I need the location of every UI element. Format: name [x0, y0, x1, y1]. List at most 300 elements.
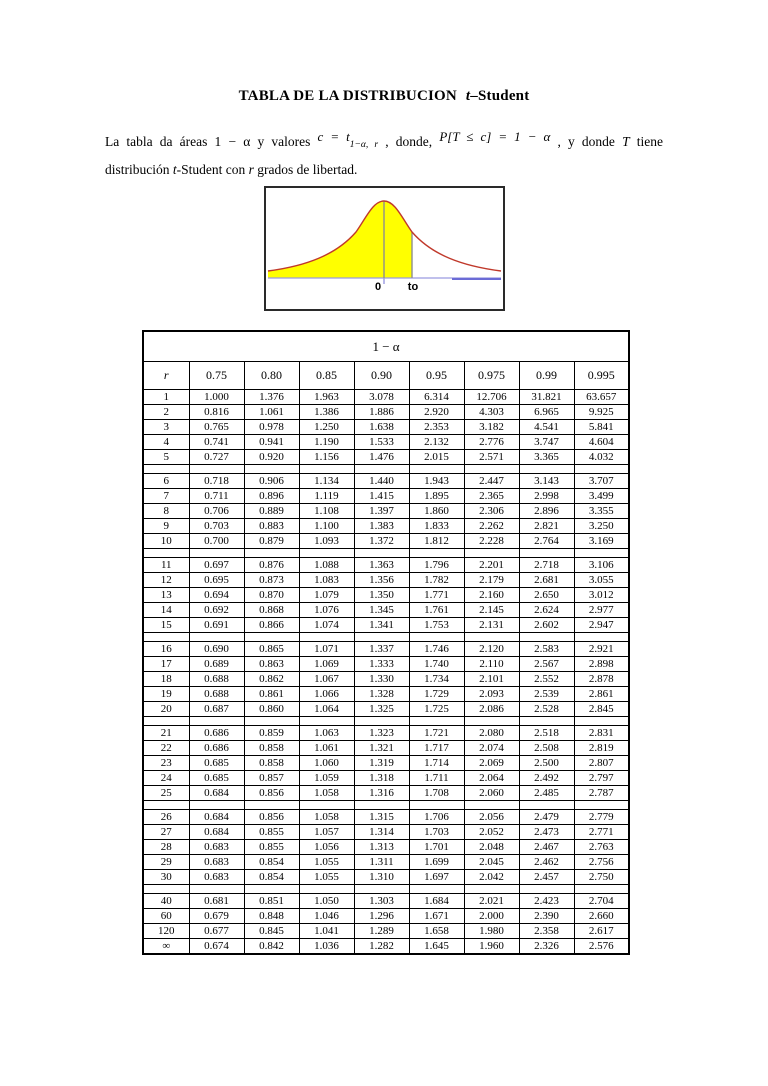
- col-header: 0.995: [574, 362, 629, 390]
- table-cell: 1.050: [299, 894, 354, 909]
- table-cell: 0.685: [189, 756, 244, 771]
- table-cell: 1.250: [299, 420, 354, 435]
- table-spacer-cell: [189, 633, 244, 642]
- table-cell: 1.638: [354, 420, 409, 435]
- table-cell: 1.963: [299, 390, 354, 405]
- table-spacer-row: [143, 465, 629, 474]
- table-cell: 0.879: [244, 534, 299, 549]
- table-cell: 26: [143, 810, 189, 825]
- table-row: [143, 687, 629, 702]
- table-cell: 1.753: [409, 618, 464, 633]
- table-cell: 2.776: [464, 435, 519, 450]
- table-cell: 1.058: [299, 786, 354, 801]
- table-spacer-cell: [244, 549, 299, 558]
- table-cell: 1.833: [409, 519, 464, 534]
- table-cell: 1.337: [354, 642, 409, 657]
- table-cell: 8: [143, 504, 189, 519]
- table-spacer-cell: [244, 801, 299, 810]
- table-cell: 0.691: [189, 618, 244, 633]
- table-cell: 3.365: [519, 450, 574, 465]
- table-cell: 11: [143, 558, 189, 573]
- table-cell: 1.060: [299, 756, 354, 771]
- table-cell: 2.602: [519, 618, 574, 633]
- table-cell: 12.706: [464, 390, 519, 405]
- table-cell: 1.119: [299, 489, 354, 504]
- table-spacer-cell: [464, 633, 519, 642]
- table-row: [143, 390, 629, 405]
- table-spacer-cell: [574, 465, 629, 474]
- table-cell: 1.397: [354, 504, 409, 519]
- table-cell: 1.318: [354, 771, 409, 786]
- table-cell: 1.069: [299, 657, 354, 672]
- table-cell: 6.314: [409, 390, 464, 405]
- table-cell: 22: [143, 741, 189, 756]
- table-cell: 2.571: [464, 450, 519, 465]
- table-cell: 1.303: [354, 894, 409, 909]
- table-cell: 2.056: [464, 810, 519, 825]
- table-cell: 2.473: [519, 825, 574, 840]
- table-spacer-cell: [409, 633, 464, 642]
- table-cell: 0.866: [244, 618, 299, 633]
- table-cell: 0.718: [189, 474, 244, 489]
- table-cell: 1.088: [299, 558, 354, 573]
- table-cell: 1.156: [299, 450, 354, 465]
- table-cell: 2.467: [519, 840, 574, 855]
- table-cell: 2.086: [464, 702, 519, 717]
- table-spacer-cell: [244, 633, 299, 642]
- table-cell: 1.350: [354, 588, 409, 603]
- table-cell: 120: [143, 924, 189, 939]
- table-cell: 1.093: [299, 534, 354, 549]
- table-cell: 1: [143, 390, 189, 405]
- table-cell: 2.069: [464, 756, 519, 771]
- table-cell: 0.883: [244, 519, 299, 534]
- table-cell: 0.686: [189, 741, 244, 756]
- table-cell: 1.740: [409, 657, 464, 672]
- table-spacer-cell: [299, 885, 354, 894]
- table-spacer-cell: [354, 717, 409, 726]
- table-cell: 1.363: [354, 558, 409, 573]
- table-cell: 1.059: [299, 771, 354, 786]
- table-cell: 0.703: [189, 519, 244, 534]
- table-cell: 0.978: [244, 420, 299, 435]
- t-distribution-plot: [266, 188, 503, 309]
- table-row: [143, 924, 629, 939]
- table-row: [143, 894, 629, 909]
- table-cell: 1.063: [299, 726, 354, 741]
- table-cell: 0.854: [244, 855, 299, 870]
- table-cell: 2.624: [519, 603, 574, 618]
- table-cell: 1.372: [354, 534, 409, 549]
- table-cell: 9: [143, 519, 189, 534]
- table-spacer-cell: [464, 549, 519, 558]
- table-cell: 1.729: [409, 687, 464, 702]
- table-row: [143, 474, 629, 489]
- table-cell: 2.819: [574, 741, 629, 756]
- table-cell: 1.325: [354, 702, 409, 717]
- table-spacer-cell: [409, 885, 464, 894]
- alpha-header-cell: 1 − α: [143, 331, 629, 362]
- table-cell: 0.679: [189, 909, 244, 924]
- table-cell: 0.684: [189, 786, 244, 801]
- table-spacer-cell: [519, 465, 574, 474]
- formula-probability: P[T ≤ c] = 1 − α: [439, 129, 551, 144]
- intro-var-r: r: [248, 161, 254, 177]
- table-cell: 0.765: [189, 420, 244, 435]
- table-cell: 1.415: [354, 489, 409, 504]
- table-cell: 2.447: [464, 474, 519, 489]
- table-cell: 1.671: [409, 909, 464, 924]
- table-cell: 0.856: [244, 810, 299, 825]
- table-cell: 1.333: [354, 657, 409, 672]
- table-cell: 1.074: [299, 618, 354, 633]
- table-spacer-cell: [574, 633, 629, 642]
- col-header: 0.99: [519, 362, 574, 390]
- table-cell: 1.721: [409, 726, 464, 741]
- table-spacer-cell: [299, 717, 354, 726]
- table-cell: 1.701: [409, 840, 464, 855]
- table-row: [143, 702, 629, 717]
- table-row: [143, 825, 629, 840]
- table-cell: 0.868: [244, 603, 299, 618]
- title-t-variable: t: [465, 88, 471, 104]
- table-cell: 2.650: [519, 588, 574, 603]
- table-cell: 28: [143, 840, 189, 855]
- table-cell: 1.376: [244, 390, 299, 405]
- table-cell: 5.841: [574, 420, 629, 435]
- table-cell: 2.110: [464, 657, 519, 672]
- table-cell: 1.313: [354, 840, 409, 855]
- table-spacer-cell: [574, 885, 629, 894]
- table-cell: 1.943: [409, 474, 464, 489]
- t-student-table: [142, 330, 630, 955]
- table-spacer-cell: [519, 633, 574, 642]
- table-spacer-cell: [189, 465, 244, 474]
- table-cell: 63.657: [574, 390, 629, 405]
- table-cell: 0.851: [244, 894, 299, 909]
- table-cell: 0.861: [244, 687, 299, 702]
- table-cell: 3.055: [574, 573, 629, 588]
- table-cell: 2.042: [464, 870, 519, 885]
- table-cell: 0.859: [244, 726, 299, 741]
- table-cell: 3.143: [519, 474, 574, 489]
- table-cell: 2.508: [519, 741, 574, 756]
- table-cell: 3.747: [519, 435, 574, 450]
- intro-line-2: [105, 159, 663, 181]
- table-cell: 0.706: [189, 504, 244, 519]
- table-cell: 2.306: [464, 504, 519, 519]
- table-cell: 1.746: [409, 642, 464, 657]
- table-cell: 7: [143, 489, 189, 504]
- table-spacer-row: [143, 549, 629, 558]
- table-cell: 2.390: [519, 909, 574, 924]
- table-cell: 2.750: [574, 870, 629, 885]
- table-cell: 0.816: [189, 405, 244, 420]
- table-cell: 2.518: [519, 726, 574, 741]
- table-cell: 1.321: [354, 741, 409, 756]
- intro-line-1: [105, 131, 663, 159]
- table-row: [143, 588, 629, 603]
- table-cell: 12: [143, 573, 189, 588]
- table-cell: 0.684: [189, 810, 244, 825]
- table-cell: 2.045: [464, 855, 519, 870]
- table-cell: 0.697: [189, 558, 244, 573]
- table-row: [143, 489, 629, 504]
- table-cell: 4.032: [574, 450, 629, 465]
- table-cell: 2.704: [574, 894, 629, 909]
- table-cell: 0.855: [244, 840, 299, 855]
- table-cell: 2.179: [464, 573, 519, 588]
- table-cell: 0.687: [189, 702, 244, 717]
- table-spacer-cell: [143, 633, 189, 642]
- table-row: [143, 558, 629, 573]
- table-spacer-cell: [299, 465, 354, 474]
- intro-text-7: grados de libertad.: [253, 161, 358, 177]
- table-cell: 0.845: [244, 924, 299, 939]
- col-header-r: r: [143, 362, 189, 390]
- table-spacer-cell: [189, 801, 244, 810]
- table-cell: 1.708: [409, 786, 464, 801]
- table-cell: 1.076: [299, 603, 354, 618]
- table-row: [143, 840, 629, 855]
- formula-c-main: c = t: [317, 129, 350, 144]
- table-cell: 0.842: [244, 939, 299, 955]
- table-cell: 1.311: [354, 855, 409, 870]
- table-cell: 2.080: [464, 726, 519, 741]
- table-spacer-cell: [189, 549, 244, 558]
- intro-var-T: T: [622, 134, 630, 149]
- table-cell: 2.353: [409, 420, 464, 435]
- table-spacer-row: [143, 801, 629, 810]
- table-cell: 0.695: [189, 573, 244, 588]
- table-cell: 1.714: [409, 756, 464, 771]
- table-cell: 1.782: [409, 573, 464, 588]
- table-cell: 1.061: [299, 741, 354, 756]
- table-spacer-cell: [464, 717, 519, 726]
- table-cell: 2.771: [574, 825, 629, 840]
- table-row: [143, 771, 629, 786]
- table-cell: 2.160: [464, 588, 519, 603]
- table-cell: 0.860: [244, 702, 299, 717]
- table-spacer-cell: [299, 549, 354, 558]
- table-row: [143, 939, 629, 955]
- table-cell: 1.658: [409, 924, 464, 939]
- table-cell: 1.057: [299, 825, 354, 840]
- table-cell: 0.688: [189, 687, 244, 702]
- table-row: [143, 726, 629, 741]
- to-label: to: [407, 281, 419, 293]
- table-cell: 0.920: [244, 450, 299, 465]
- intro-text-6: -Student con: [176, 161, 249, 177]
- intro-text-5: distribución: [105, 161, 173, 177]
- table-spacer-row: [143, 633, 629, 642]
- table-spacer-cell: [519, 549, 574, 558]
- table-row: [143, 603, 629, 618]
- table-row: [143, 519, 629, 534]
- table-cell: 2.365: [464, 489, 519, 504]
- table-cell: 1.684: [409, 894, 464, 909]
- table-cell: 2.093: [464, 687, 519, 702]
- intro-text-4: tiene: [629, 134, 663, 149]
- table-cell: 2.048: [464, 840, 519, 855]
- table-cell: 1.296: [354, 909, 409, 924]
- intro-text-3: , y donde: [550, 134, 623, 149]
- table-cell: 5: [143, 450, 189, 465]
- table-cell: 18: [143, 672, 189, 687]
- table-spacer-row: [143, 885, 629, 894]
- table-cell: 2.060: [464, 786, 519, 801]
- table-cell: 2.074: [464, 741, 519, 756]
- table-cell: 25: [143, 786, 189, 801]
- table-cell: 3.012: [574, 588, 629, 603]
- table-row: [143, 405, 629, 420]
- table-cell: 2.131: [464, 618, 519, 633]
- table-cell: 0.906: [244, 474, 299, 489]
- table-cell: 1.036: [299, 939, 354, 955]
- table-spacer-row: [143, 717, 629, 726]
- table-row: [143, 618, 629, 633]
- table-cell: 3.250: [574, 519, 629, 534]
- intro-text-1: La tabla da áreas 1 − α y valores: [105, 134, 311, 149]
- intro-var-t: t: [172, 161, 177, 177]
- table-cell: 2.552: [519, 672, 574, 687]
- table-cell: 2.896: [519, 504, 574, 519]
- table-cell: 3.355: [574, 504, 629, 519]
- table-cell: 0.692: [189, 603, 244, 618]
- col-header: 0.80: [244, 362, 299, 390]
- table-cell: 1.055: [299, 870, 354, 885]
- table-spacer-cell: [189, 885, 244, 894]
- table-cell: 0.858: [244, 756, 299, 771]
- table-cell: 2.797: [574, 771, 629, 786]
- table-cell: 2.132: [409, 435, 464, 450]
- table-row: [143, 870, 629, 885]
- title-rest: –Student: [470, 88, 530, 104]
- table-col-header-row: [143, 362, 629, 390]
- table-cell: 2.920: [409, 405, 464, 420]
- table-cell: 1.190: [299, 435, 354, 450]
- col-header: 0.85: [299, 362, 354, 390]
- page-title: [0, 88, 768, 105]
- table-cell: 0.858: [244, 741, 299, 756]
- table-cell: 4.303: [464, 405, 519, 420]
- table-cell: 2.617: [574, 924, 629, 939]
- table-spacer-cell: [354, 801, 409, 810]
- table-cell: 0.848: [244, 909, 299, 924]
- table-cell: 2.787: [574, 786, 629, 801]
- table-spacer-cell: [409, 801, 464, 810]
- table-cell: 1.383: [354, 519, 409, 534]
- table-cell: 2.528: [519, 702, 574, 717]
- table-row: [143, 450, 629, 465]
- table-cell: 0.685: [189, 771, 244, 786]
- table-cell: 0.873: [244, 573, 299, 588]
- table-row: [143, 642, 629, 657]
- table-spacer-cell: [519, 717, 574, 726]
- col-header: 0.75: [189, 362, 244, 390]
- col-header: 0.975: [464, 362, 519, 390]
- table-cell: 1.812: [409, 534, 464, 549]
- table-cell: 3.169: [574, 534, 629, 549]
- table-spacer-cell: [244, 717, 299, 726]
- intro-paragraph: [105, 131, 663, 181]
- table-cell: 20: [143, 702, 189, 717]
- table-cell: 1.066: [299, 687, 354, 702]
- table-cell: 1.282: [354, 939, 409, 955]
- table-cell: 2.479: [519, 810, 574, 825]
- table-row: [143, 786, 629, 801]
- table-cell: 2.145: [464, 603, 519, 618]
- table-spacer-cell: [574, 801, 629, 810]
- table-cell: 1.980: [464, 924, 519, 939]
- table-cell: 2.423: [519, 894, 574, 909]
- table-row: [143, 909, 629, 924]
- table-cell: 1.717: [409, 741, 464, 756]
- table-cell: 1.725: [409, 702, 464, 717]
- table-cell: 3.078: [354, 390, 409, 405]
- table-cell: 31.821: [519, 390, 574, 405]
- table-row: [143, 534, 629, 549]
- table-cell: 2.262: [464, 519, 519, 534]
- table-cell: 0.683: [189, 870, 244, 885]
- table-cell: 1.386: [299, 405, 354, 420]
- table-cell: 2.947: [574, 618, 629, 633]
- table-cell: 1.134: [299, 474, 354, 489]
- table-cell: 1.289: [354, 924, 409, 939]
- table-cell: 2.807: [574, 756, 629, 771]
- table-cell: 0.857: [244, 771, 299, 786]
- table-cell: 0.863: [244, 657, 299, 672]
- table-cell: 16: [143, 642, 189, 657]
- table-cell: 2.921: [574, 642, 629, 657]
- table-cell: 17: [143, 657, 189, 672]
- table-cell: 0.700: [189, 534, 244, 549]
- table-cell: 1.734: [409, 672, 464, 687]
- table-cell: 1.330: [354, 672, 409, 687]
- table-cell: 3.707: [574, 474, 629, 489]
- col-header: 0.90: [354, 362, 409, 390]
- table-cell: 1.108: [299, 504, 354, 519]
- table-cell: 2.583: [519, 642, 574, 657]
- table-cell: 27: [143, 825, 189, 840]
- table-spacer-cell: [354, 885, 409, 894]
- table-cell: 2.756: [574, 855, 629, 870]
- table-cell: 3.499: [574, 489, 629, 504]
- table-cell: 4: [143, 435, 189, 450]
- intro-text-2: , donde,: [378, 134, 440, 149]
- table-row: [143, 420, 629, 435]
- table-cell: 1.476: [354, 450, 409, 465]
- table-cell: 0.684: [189, 825, 244, 840]
- table-cell: 1.328: [354, 687, 409, 702]
- table-cell: 0.694: [189, 588, 244, 603]
- table-cell: 21: [143, 726, 189, 741]
- table-cell: 40: [143, 894, 189, 909]
- table-cell: 10: [143, 534, 189, 549]
- table-cell: 1.699: [409, 855, 464, 870]
- table-spacer-cell: [409, 717, 464, 726]
- table-spacer-cell: [464, 801, 519, 810]
- table-cell: 2.500: [519, 756, 574, 771]
- table-cell: 15: [143, 618, 189, 633]
- table-cell: 0.862: [244, 672, 299, 687]
- table-row: [143, 741, 629, 756]
- table-cell: 2.015: [409, 450, 464, 465]
- table-cell: 30: [143, 870, 189, 885]
- table-cell: 3.106: [574, 558, 629, 573]
- table-row: [143, 855, 629, 870]
- title-main: TABLA DE LA DISTRIBUCION: [238, 88, 457, 104]
